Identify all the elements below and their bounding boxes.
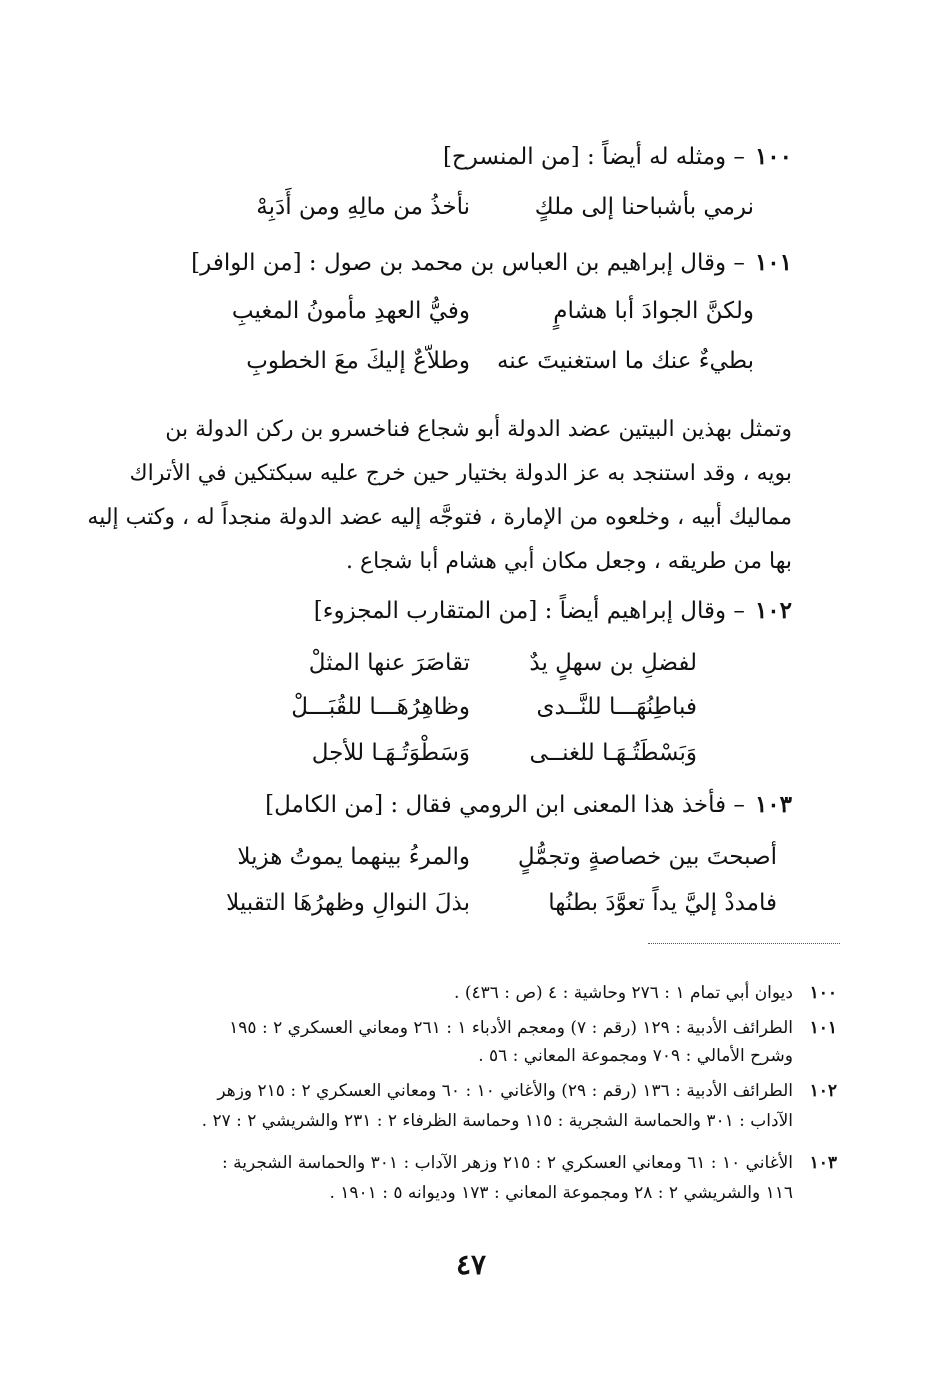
entry-heading-text: – فأخذ هذا المعنى ابن الرومي فقال : [من الكامل] [265,792,745,818]
verse-hemistich-second: وظاهِرُهَـــا للقُبَـــلْ [291,694,470,720]
verse-hemistich-second: بذلَ النوالِ وظهرُهَا التقبيلا [226,890,470,916]
prose-line: مماليك أبيه ، وخلعوه من الإمارة ، فتوجَّه إليه عضد الدولة منجداً له ، وكتب إليه [87,505,792,530]
verse-hemistich-first: أصبحتَ بين خصاصةٍ وتجمُّلٍ [517,844,777,870]
verse-hemistich-first: لفضلِ بن سهلٍ يدٌ [529,650,697,676]
footnote-text: ديوان أبي تمام ١ : ٢٧٦ وحاشية : ٤ (ص : ٤٣٦) . [454,983,793,1003]
footnote-100 [454,980,837,1006]
entry-number: ١٠٢ [754,597,792,624]
verse-hemistich-first: فامددْ إليَّ يداً تعوَّدَ بطنُها [548,890,777,916]
entry-100-heading [443,140,792,174]
entry-heading-text: – وقال إبراهيم أيضاً : [من المتقارب المجزوء] [313,598,745,624]
verse-hemistich-first: نرمي بأشباحنا إلى ملكٍ [534,194,754,220]
entry-101-heading [191,246,792,280]
verse-hemistich-second: نأخذُ من مالِهِ ومن أَدَبِهْ [256,194,470,220]
footnote-text-continued: وشرح الأمالي : ٧٠٩ ومجموعة المعاني : ٥٦ . [478,1046,793,1066]
footnote-text: الطرائف الأدبية : ١٣٦ (رقم : ٢٩) والأغاني ١٠ : ٦٠ ومعاني العسكري ٢ : ٢١٥ وزهر [217,1081,793,1101]
prose-line: وتمثل بهذين البيتين عضد الدولة أبو شجاع فناخسرو بن ركن الدولة بن [165,417,792,442]
footnote-number: ١٠١ [809,1018,837,1038]
entry-number: ١٠٣ [754,791,792,818]
footnote-separator [648,943,840,944]
verse-hemistich-second: وَسَطْوَتُـهَـا للأجل [311,740,470,766]
footnote-text: الأغاني ١٠ : ٦١ ومعاني العسكري ٢ : ٢١٥ وزهر الآداب : ٣٠١ والحماسة الشجرية : [221,1153,793,1173]
entry-number: ١٠٠ [754,143,792,170]
verse-hemistich-second: وفيُّ العهدِ مأمونُ المغيبِ [231,298,470,324]
footnote-text-continued: الآداب : ٣٠١ والحماسة الشجرية : ١١٥ وحماسة الظرفاء ٢ : ٢٣١ والشريشي ٢ : ٢٧ . [201,1111,793,1131]
footnote-101 [229,1015,837,1041]
footnote-text: الطرائف الأدبية : ١٢٩ (رقم : ٧) ومعجم الأدباء ١ : ٢٦١ ومعاني العسكري ٢ : ١٩٥ [229,1018,793,1038]
footnote-number: ١٠٠ [809,983,837,1003]
page-number: ٤٧ [455,1248,487,1281]
entry-number: ١٠١ [754,249,792,276]
footnote-102 [217,1078,837,1104]
entry-heading-text: – ومثله له أيضاً : [من المنسرح] [442,144,745,170]
footnote-103 [222,1150,837,1176]
verse-hemistich-second: والمرءُ بينهما يموتُ هزيلا [237,844,470,870]
verse-hemistich-first: بطيءٌ عنك ما استغنيتَ عنه [496,348,754,374]
verse-hemistich-second: وطلاّعٌ إليكَ معَ الخطوبِ [246,348,470,374]
verse-hemistich-first: ولكنَّ الجوادَ أبا هشامٍ [553,298,754,324]
footnote-number: ١٠٣ [809,1153,837,1173]
verse-hemistich-second: تقاصَرَ عنها المثلْ [308,650,470,676]
entry-102-heading [314,594,792,628]
footnote-text-continued: ١١٦ والشريشي ٢ : ٢٨ ومجموعة المعاني : ١٧٣ وديوانه ٥ : ١٩٠١ . [329,1183,793,1203]
verse-hemistich-first: فباطِنُهَـــا للنَّــدى [536,694,697,720]
prose-line: بها من طريقه ، وجعل مكان أبي هشام أبا شجاع . [345,549,792,574]
verse-hemistich-first: وَبَسْطَتُـهَـا للغنــى [529,740,697,766]
footnote-number: ١٠٢ [809,1081,837,1101]
entry-103-heading [265,788,792,822]
entry-heading-text: – وقال إبراهيم بن العباس بن محمد بن صول : [من الوافر] [191,250,745,276]
prose-line: بويه ، وقد استنجد به عز الدولة بختيار حين خرج عليه سبكتكين في الأتراك [129,461,792,486]
